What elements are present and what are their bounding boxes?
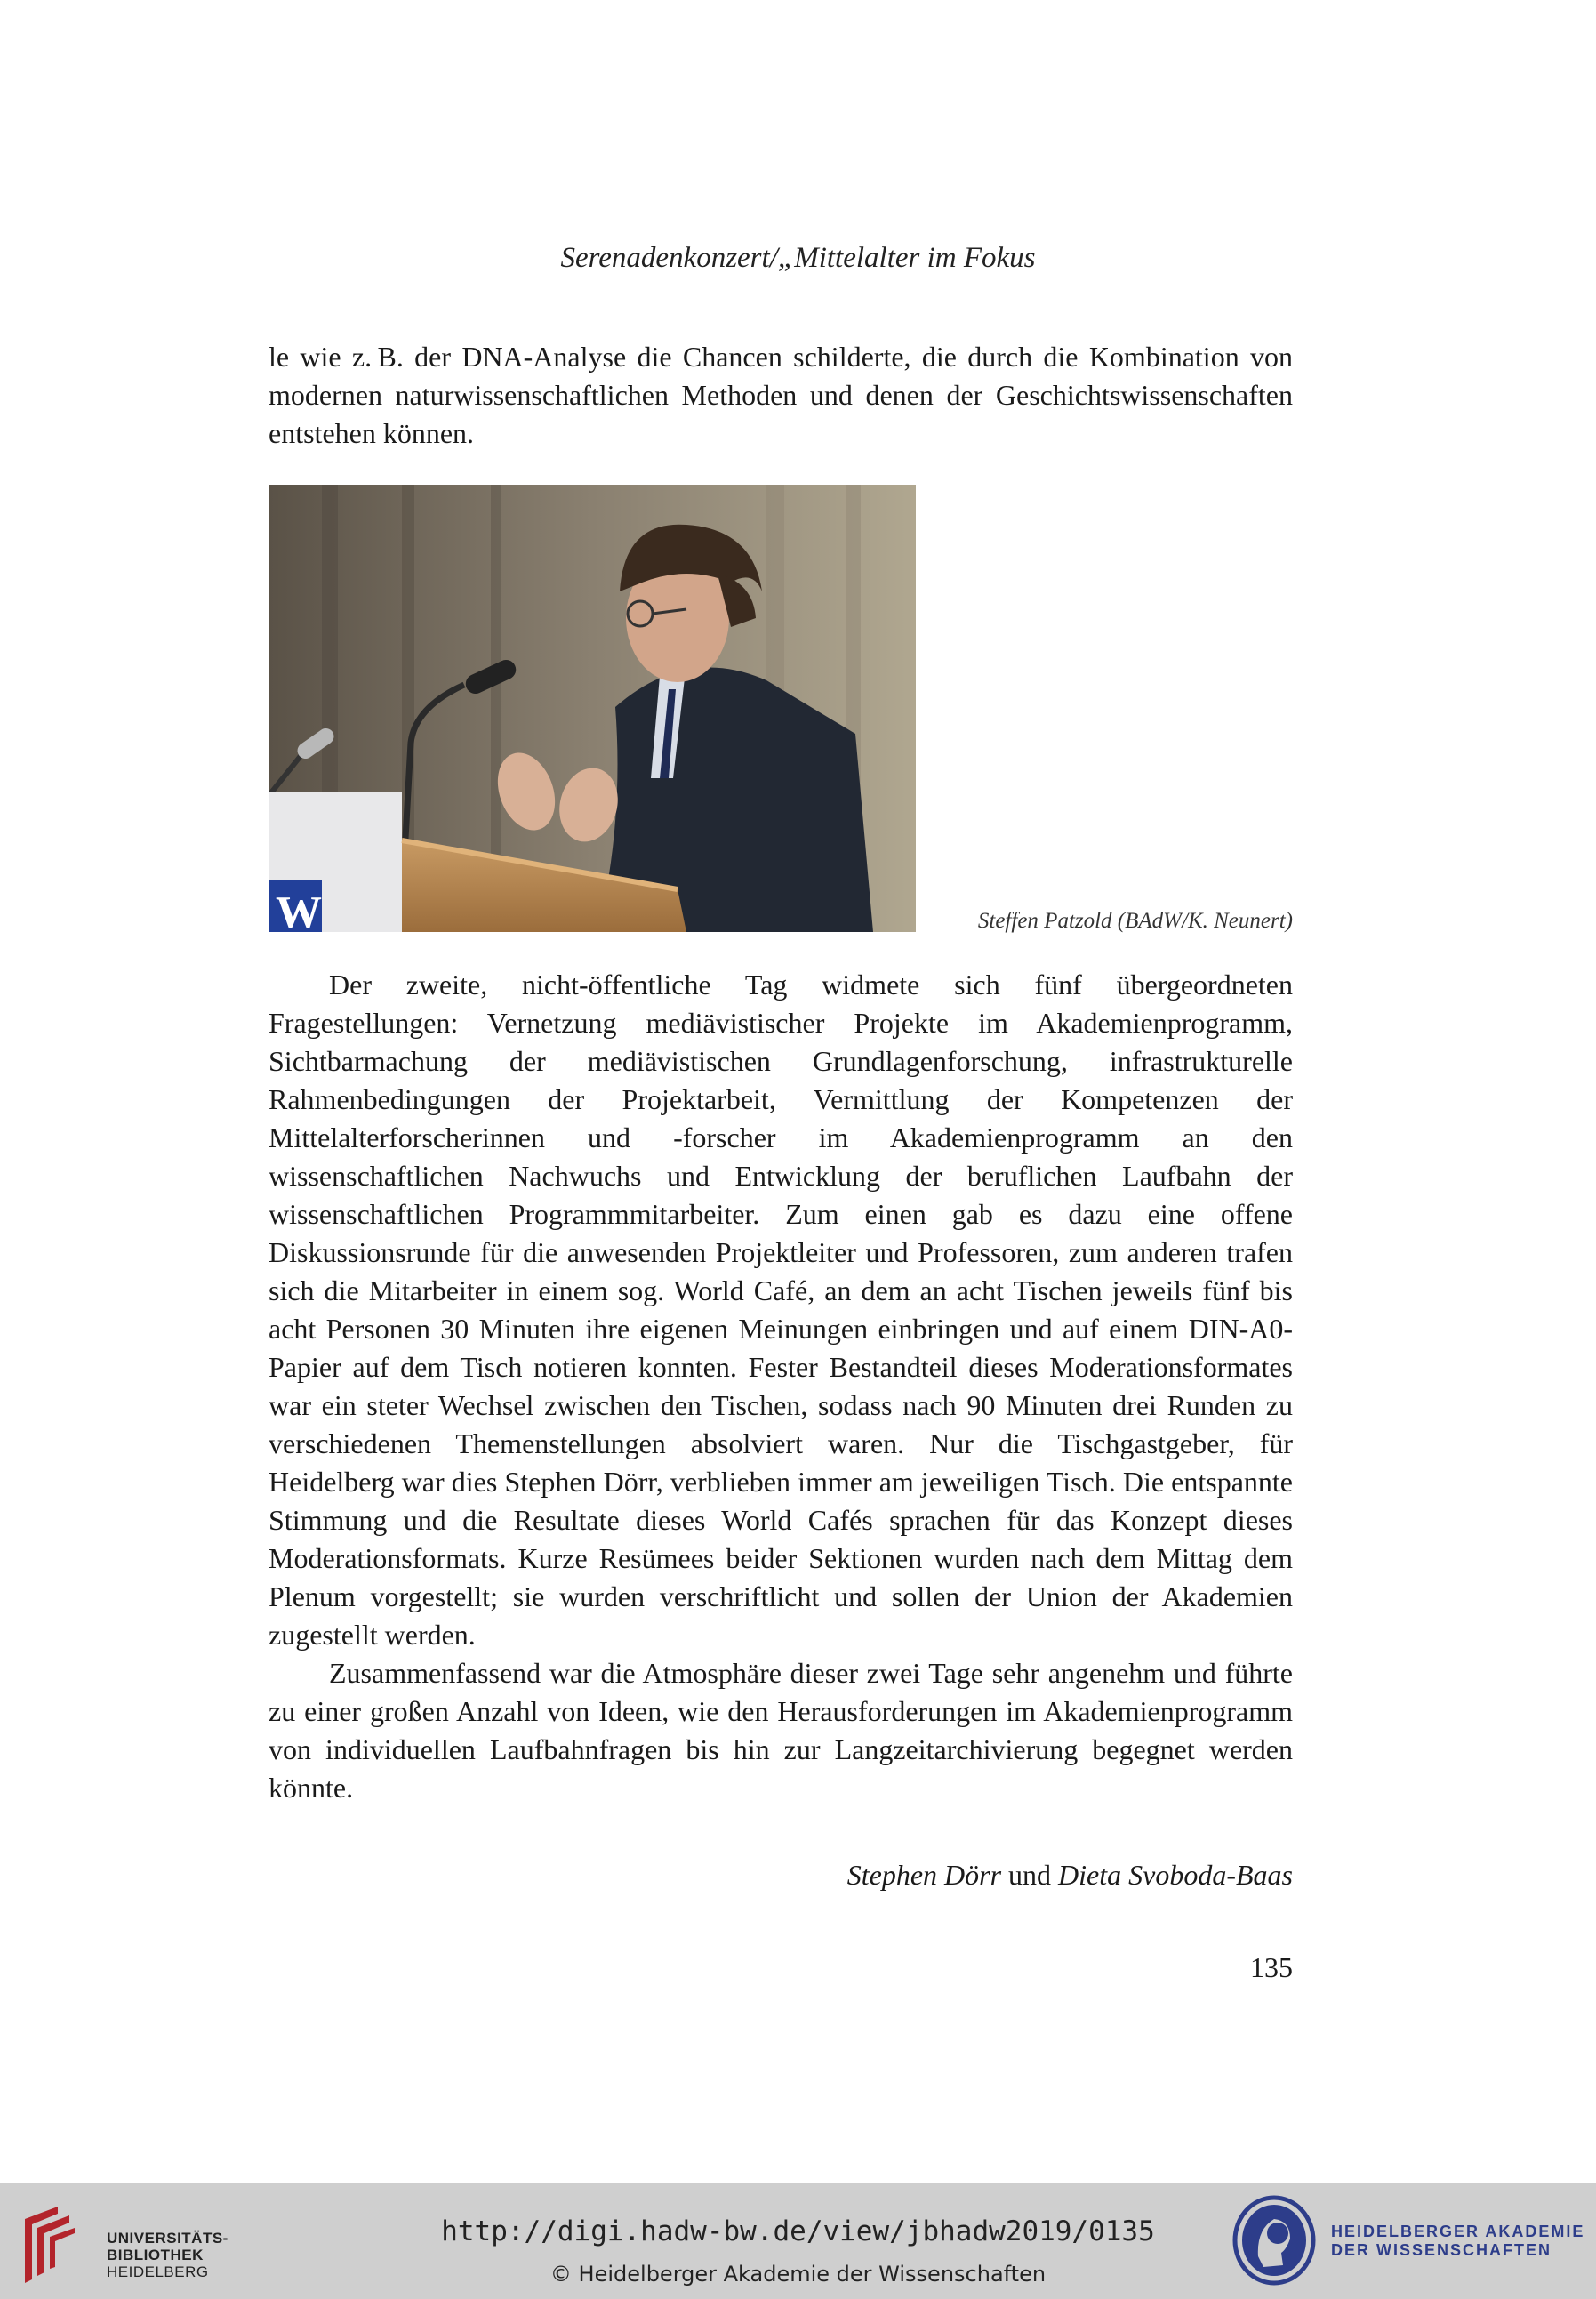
author-name: Stephen Dörr [846, 1859, 1002, 1891]
svg-text:W: W [276, 888, 322, 932]
body-paragraph: Zusammenfassend war die Atmosphäre dieser zwei Tage sehr angenehm und führte zu einer großen Anzahl von Ideen, wie den Herausforderungen im Akademienprogramm von individuellen Laufbahnfragen bis hin zur Langzeitarchivierung begegnet werden könnte. [269, 1657, 1293, 1804]
body-text [269, 966, 1293, 1807]
body-paragraph: Der zweite, nicht-öffentliche Tag widmete sich fünf übergeordneten Fragestellungen: Vernetzung mediävistischer Projekte im Akademienprogramm, Sichtbarmachung der mediävistischen Grundlagenforschung, infrastrukturelle Rahmenbedingungen der Projektarbeit, Vermittlung der Kompetenzen der Mittelalterforscherinnen und -forscher im Akademienprogramm an den wissenschaftlichen Nachwuchs und Entwicklung der beruflichen Laufbahn der wissenschaftlichen Programmmitarbeiter. Zum einen gab es dazu eine offene Diskussionsrunde für die anwesenden Projektleiter und Professoren, zum anderen trafen sich die Mitarbeiter in einem sog. World Café, an dem an acht Tischen jeweils fünf bis acht Personen 30 Minuten ihre eigenen Meinungen einbringen und auf einem DIN-A0-Papier auf dem Tisch notieren konnten. Fester Bestandteil dieses Moderationsformates war ein steter Wechsel zwischen den Tischen, sodass nach 90 Minuten drei Runden zu verschiedenen Themenstellungen absolviert waren. Nur die Tischgastgeber, für Heidelberg war dies Stephen Dörr, verblieben immer am jeweiligen Tisch. Die entspannte Stimmung und die Resultate dieses World Cafés sprachen für das Konzept dieses Moderationsformats. Kurze Resümees beider Sektionen wurden nach dem Mittag dem Plenum vorgestellt; sie wurden verschriftlicht und sollen der Union der Akademien zugestellt werden. [269, 969, 1293, 1651]
author-joiner: und [1008, 1859, 1052, 1891]
footer-bar [0, 2183, 1596, 2299]
speaker-photo [269, 485, 916, 932]
hadw-line: HEIDELBERGER AKADEMIE [1331, 2223, 1585, 2240]
ub-line: BIBLIOTHEK [107, 2247, 204, 2263]
photo-caption: Steffen Patzold (BAdW/K. Neunert) [977, 909, 1293, 933]
academy-seal-icon[interactable] [1231, 2194, 1317, 2287]
page-number: 135 [1250, 1951, 1293, 1983]
author-signature [269, 1859, 1293, 1892]
author-name: Dieta Svoboda-Baas [1058, 1859, 1293, 1891]
ub-line: UNIVERSITÄTS- [107, 2230, 229, 2247]
copyright-notice: © Heidelberger Akademie der Wissenschaften [549, 2262, 1047, 2287]
ub-line: HEIDELBERG [107, 2263, 209, 2280]
digital-copy-url[interactable]: http://digi.hadw-bw.de/view/jbhadw2019/0135 [441, 2215, 1155, 2247]
intro-paragraph: le wie z. B. der DNA-Analyse die Chancen schilderte, die durch die Kombination von modernen naturwissenschaftlichen Methoden und denen der Geschichtswissenschaften entstehen können. [269, 341, 1293, 449]
running-head: Serenadenkonzert/„Mittelalter im Fokus [560, 242, 1036, 274]
hadw-line: DER WISSENSCHAFTEN [1331, 2241, 1552, 2259]
intro-paragraph-block [269, 338, 1293, 453]
speaker-photo-image [269, 485, 916, 932]
academy-wordmark [1331, 2223, 1584, 2260]
